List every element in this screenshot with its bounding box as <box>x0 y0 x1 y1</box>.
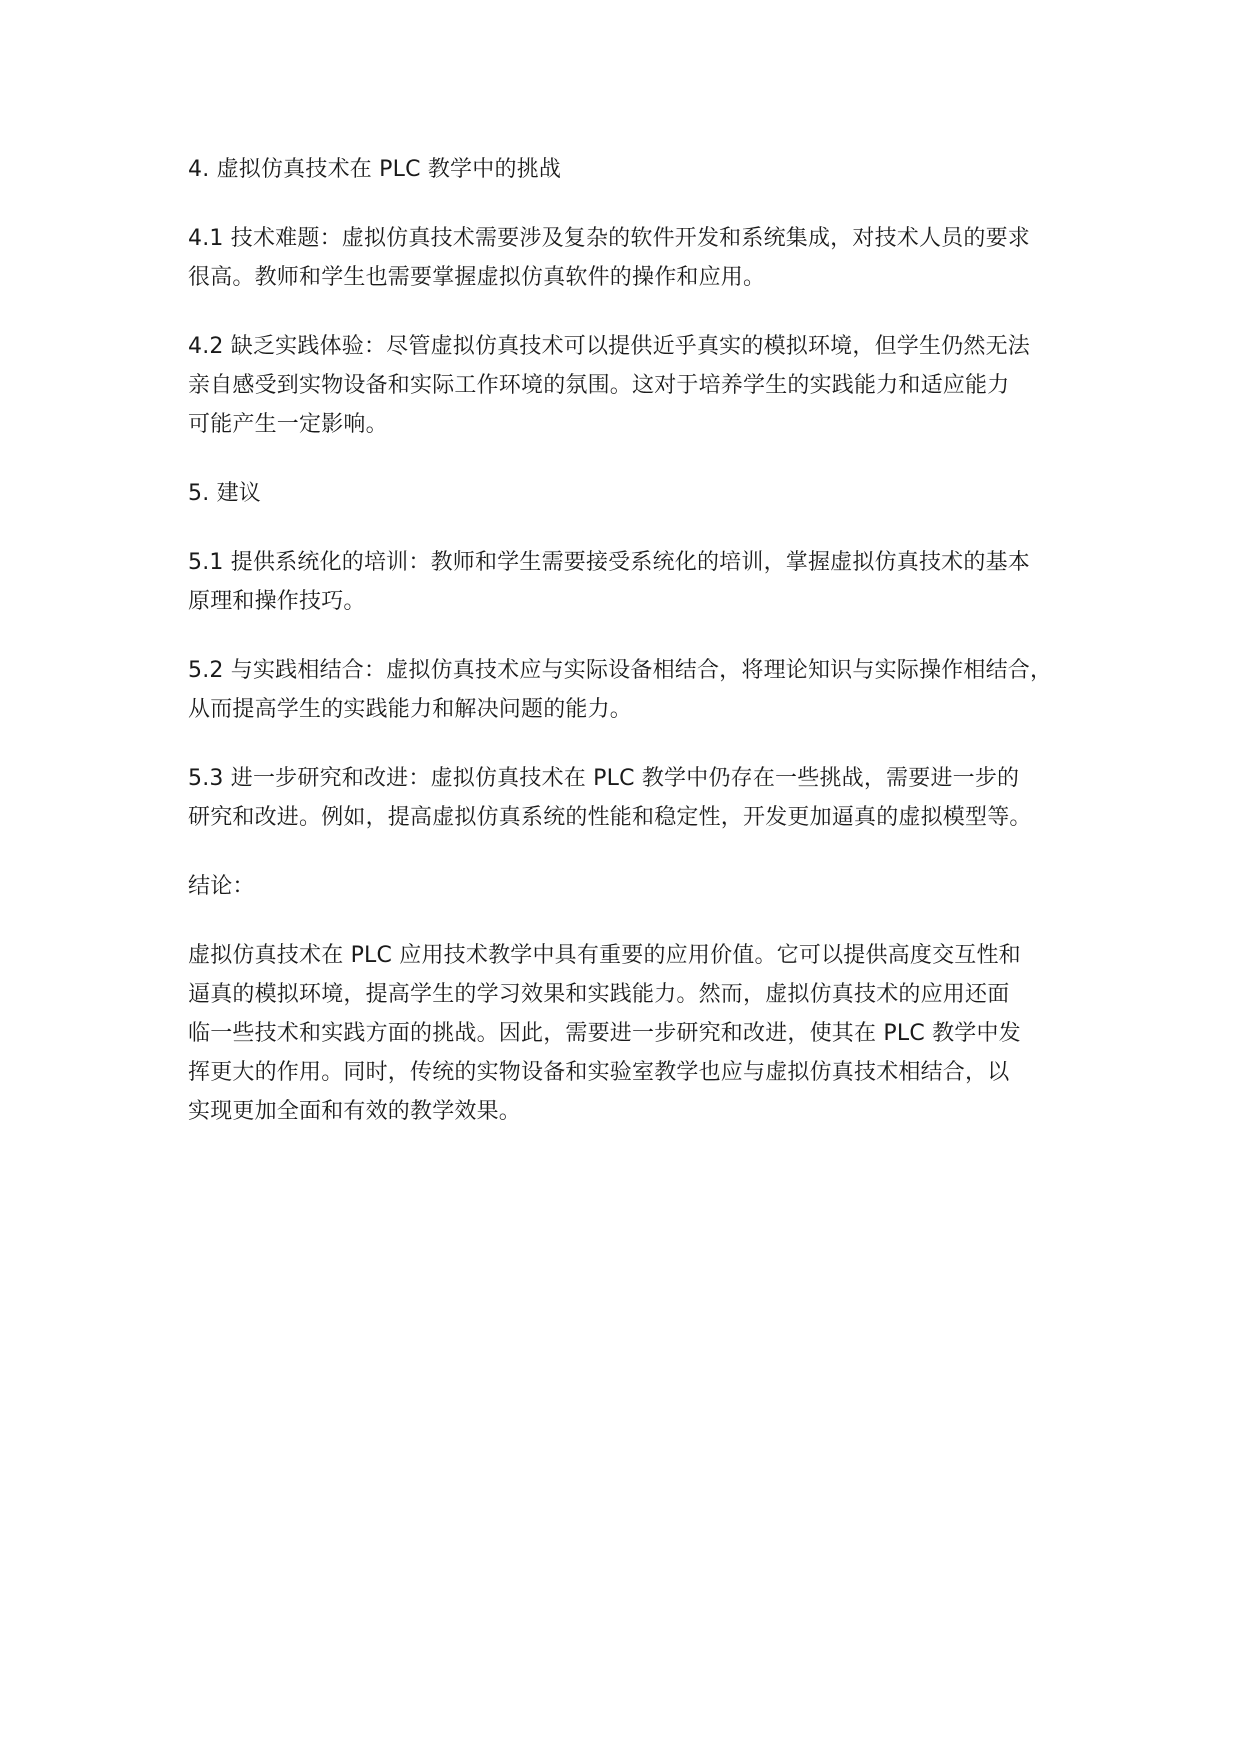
text-line: 原理和操作技巧。 <box>188 589 366 614</box>
document-body <box>188 150 1088 1161</box>
section-heading-4 <box>188 150 1088 189</box>
text-line: 4.2 缺乏实践体验：尽管虚拟仿真技术可以提供近乎真实的模拟环境，但学生仍然无法 <box>188 334 1030 359</box>
text-line: 5. 建议 <box>188 481 261 506</box>
text-line: 很高。教师和学生也需要掌握虚拟仿真软件的操作和应用。 <box>188 265 766 290</box>
text-line: 5.1 提供系统化的培训：教师和学生需要接受系统化的培训，掌握虚拟仿真技术的基本 <box>188 550 1030 575</box>
text-line: 临一些技术和实践方面的挑战。因此，需要进一步研究和改进，使其在 PLC 教学中发 <box>188 1021 1021 1046</box>
text-line: 4.1 技术难题：虚拟仿真技术需要涉及复杂的软件开发和系统集成，对技术人员的要求 <box>188 226 1030 251</box>
text-line: 研究和改进。例如，提高虚拟仿真系统的性能和稳定性，开发更加逼真的虚拟模型等。 <box>188 805 1032 830</box>
text-line: 可能产生一定影响。 <box>188 412 388 437</box>
paragraph-4-2 <box>188 327 1088 444</box>
paragraph-4-1 <box>188 219 1088 297</box>
section-heading-5 <box>188 474 1088 513</box>
conclusion-heading <box>188 867 1088 906</box>
paragraph-5-1 <box>188 543 1088 621</box>
text-line: 亲自感受到实物设备和实际工作环境的氛围。这对于培养学生的实践能力和适应能力 <box>188 373 1010 398</box>
text-line: 5.2 与实践相结合：虚拟仿真技术应与实际设备相结合，将理论知识与实际操作相结合， <box>188 658 1053 683</box>
text-line: 挥更大的作用。同时，传统的实物设备和实验室教学也应与虚拟仿真技术相结合，以 <box>188 1060 1010 1085</box>
text-line: 虚拟仿真技术在 PLC 应用技术教学中具有重要的应用价值。它可以提供高度交互性和 <box>188 943 1021 968</box>
text-line: 逼真的模拟环境，提高学生的学习效果和实践能力。然而，虚拟仿真技术的应用还面 <box>188 982 1010 1007</box>
text-line: 实现更加全面和有效的教学效果。 <box>188 1099 522 1124</box>
paragraph-5-3 <box>188 759 1088 837</box>
paragraph-5-2 <box>188 651 1088 729</box>
text-line: 从而提高学生的实践能力和解决问题的能力。 <box>188 697 633 722</box>
conclusion-paragraph <box>188 936 1088 1131</box>
text-line: 4. 虚拟仿真技术在 PLC 教学中的挑战 <box>188 157 562 182</box>
text-line: 5.3 进一步研究和改进：虚拟仿真技术在 PLC 教学中仍存在一些挑战，需要进一步的 <box>188 766 1020 791</box>
text-line: 结论： <box>188 874 255 899</box>
